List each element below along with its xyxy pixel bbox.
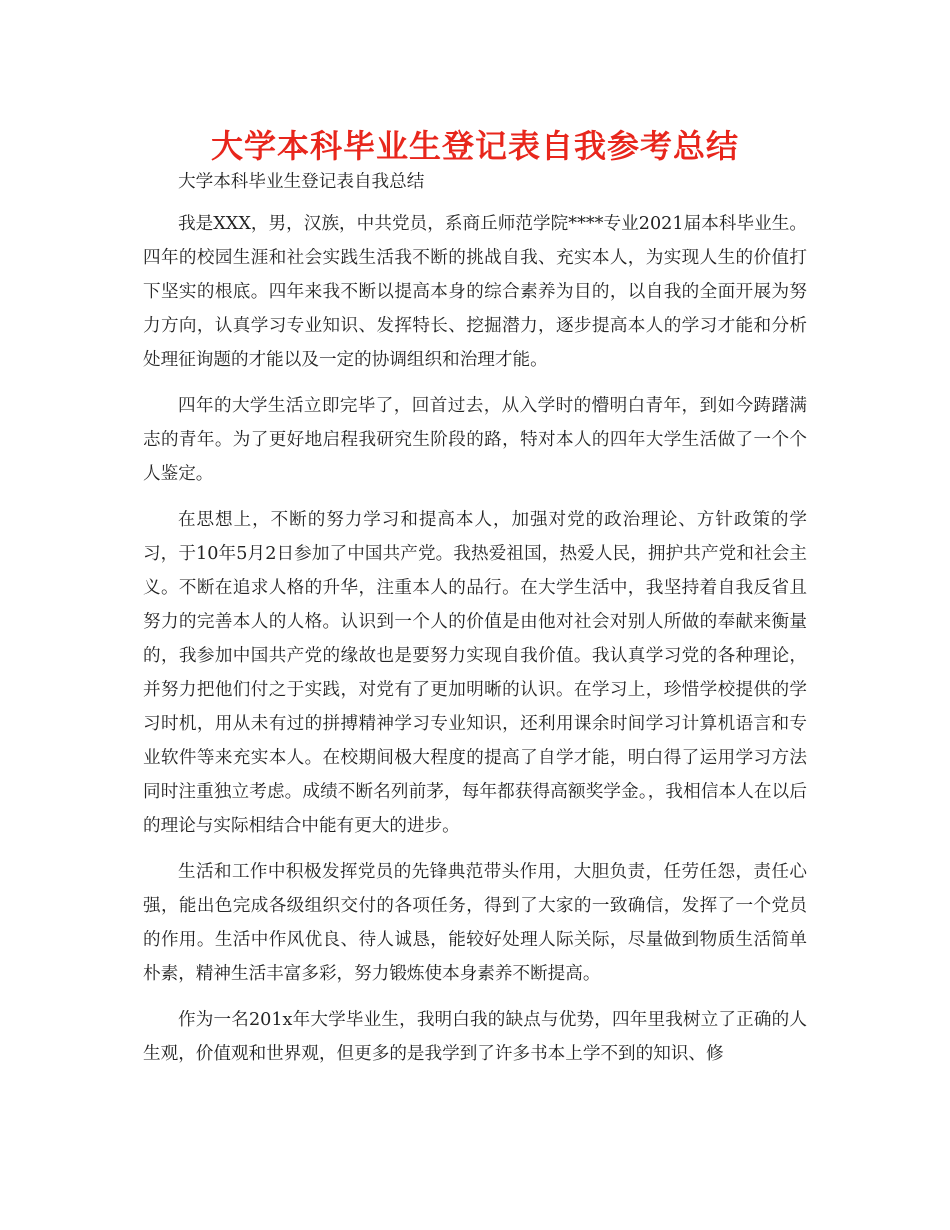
document-body bbox=[143, 165, 807, 1083]
paragraph-2: 四年的大学生活立即完毕了，回首过去，从入学时的懵明白青年，到如今踌躇满志的青年。为了更好地启程我研究生阶段的路，特对本人的四年大学生活做了一个个人鉴定。 bbox=[143, 396, 807, 484]
paragraph-1: 我是XXX，男，汉族，中共党员，系商丘师范学院****专业2021届本科毕业生。四年的校园生涯和社会实践生活我不断的挑战自我、充实本人，为实现人生的价值打下坚实的根底。四年来我不断以提高本身的综合素养为目的，以自我的全面开展为努力方向，认真学习专业知识、发挥特长、挖掘潜力，逐步提高本人的学习才能和分析处理征询题的才能以及一定的协调组织和治理才能。 bbox=[143, 214, 807, 370]
document-subtitle: 大学本科毕业生登记表自我总结 bbox=[178, 172, 425, 192]
paragraph-4: 生活和工作中积极发挥党员的先锋典范带头作用，大胆负责，任劳任怨，责任心强，能出色完成各级组织交付的各项任务，得到了大家的一致确信，发挥了一个党员的作用。生活中作风优良、待人诚恳，能较好处理人际关际，尽量做到物质生活简单朴素，精神生活丰富多彩，努力锻炼使本身素养不断提高。 bbox=[143, 862, 807, 984]
paragraph-5: 作为一名201x年大学毕业生，我明白我的缺点与优势，四年里我树立了正确的人生观，价值观和世界观，但更多的是我学到了许多书本上学不到的知识、修 bbox=[143, 1010, 807, 1064]
document-title: 大学本科毕业生登记表自我参考总结 bbox=[210, 127, 739, 165]
paragraph-3: 在思想上，不断的努力学习和提高本人，加强对党的政治理论、方针政策的学习，于10年5月2日参加了中国共产党。我热爱祖国，热爱人民，拥护共产党和社会主义。不断在追求人格的升华，注重本人的品行。在大学生活中，我坚持着自我反省且努力的完善本人的人格。认识到一个人的价值是由他对社会对别人所做的奉献来衡量的，我参加中国共产党的缘故也是要努力实现自我价值。我认真学习党的各种理论，并努力把他们付之于实践，对党有了更加明晰的认识。在学习上，珍惜学校提供的学习时机，用从未有过的拼搏精神学习专业知识，还利用课余时间学习计算机语言和专业软件等来充实本人。在校期间极大程度的提高了自学才能，明白得了运用学习方法同时注重独立考虑。成绩不断名列前茅，每年都获得高额奖学金。，我相信本人在以后的理论与实际相结合中能有更大的进步。 bbox=[143, 510, 807, 836]
